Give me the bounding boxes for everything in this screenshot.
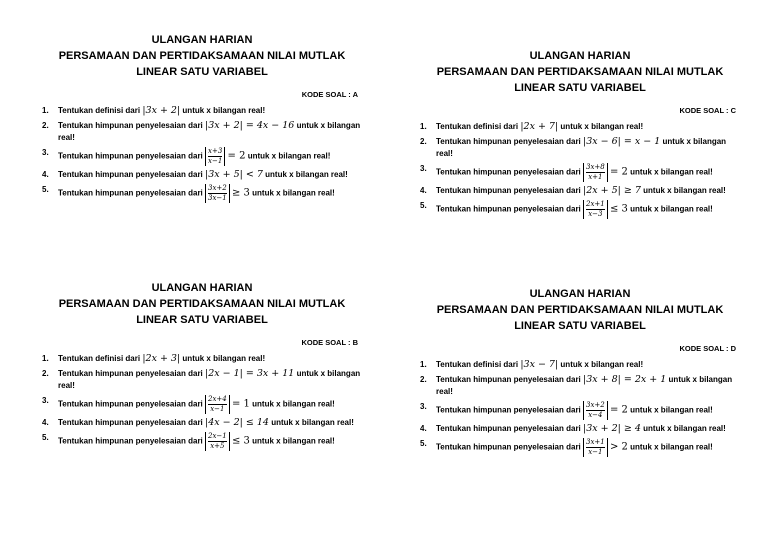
question-text: Tentukan definisi dari bbox=[58, 354, 141, 363]
fraction-numerator: 2x+1 bbox=[586, 200, 605, 208]
title-line-1: ULANGAN HARIAN bbox=[529, 288, 631, 300]
exam-sheet-b bbox=[42, 280, 362, 454]
math-expression: |2x + 7| bbox=[520, 121, 559, 132]
math-rhs: > 2 bbox=[609, 441, 628, 453]
math-expression: |3x + 5| < 7 bbox=[205, 169, 263, 180]
question-number: 1. bbox=[42, 354, 49, 363]
fraction-numerator: 3x+2 bbox=[586, 401, 605, 409]
abs-fraction bbox=[205, 147, 225, 166]
question-list bbox=[420, 121, 740, 219]
question-text: Tentukan definisi dari bbox=[436, 122, 519, 131]
math-rhs: = 2 bbox=[609, 166, 628, 178]
math-expression: |2x − 1| = 3x + 11 bbox=[205, 368, 295, 379]
question-suffix: untuk x bilangan real! bbox=[182, 354, 266, 363]
question-number: 4. bbox=[42, 170, 49, 179]
question-text: Tentukan himpunan penyelesaian dari bbox=[58, 151, 203, 161]
fraction-denominator: x−1 bbox=[208, 157, 223, 165]
question-text: Tentukan himpunan penyelesaian dari bbox=[436, 442, 581, 452]
question-item bbox=[42, 395, 362, 414]
question-item bbox=[42, 417, 362, 429]
exam-sheet-c bbox=[420, 48, 740, 222]
question-number: 3. bbox=[42, 396, 49, 405]
question-text: Tentukan himpunan penyelesaian dari bbox=[436, 424, 581, 433]
question-suffix: untuk x bilangan real! bbox=[252, 399, 335, 409]
abs-fraction bbox=[583, 438, 608, 457]
sheet-title bbox=[42, 32, 362, 80]
fraction-denominator: 3x−1 bbox=[208, 194, 227, 202]
fraction-denominator: x−3 bbox=[588, 210, 603, 218]
title-line-2: PERSAMAAN DAN PERTIDAKSAMAAN NILAI MUTLAK bbox=[436, 66, 724, 78]
title-line-1: ULANGAN HARIAN bbox=[151, 282, 253, 294]
fraction-numerator: 2x−1 bbox=[208, 432, 227, 440]
title-line-1: ULANGAN HARIAN bbox=[151, 34, 253, 46]
title-line-2: PERSAMAAN DAN PERTIDAKSAMAAN NILAI MUTLAK bbox=[58, 298, 346, 310]
question-item bbox=[42, 169, 362, 181]
abs-fraction bbox=[583, 200, 608, 219]
fraction-denominator: x+5 bbox=[210, 442, 225, 450]
question-text: Tentukan himpunan penyelesaian dari bbox=[436, 405, 581, 415]
question-list bbox=[42, 353, 362, 451]
abs-fraction bbox=[205, 395, 230, 414]
question-number: 3. bbox=[420, 164, 427, 173]
math-rhs: ≥ 3 bbox=[231, 187, 250, 199]
question-suffix: untuk x bilangan real! bbox=[252, 188, 335, 198]
question-item bbox=[420, 200, 740, 219]
title-line-3: LINEAR SATU VARIABEL bbox=[136, 66, 268, 78]
question-item bbox=[42, 353, 362, 365]
question-suffix: untuk x bilangan real! bbox=[630, 204, 713, 214]
abs-fraction bbox=[583, 401, 608, 420]
question-item bbox=[42, 147, 362, 166]
question-item bbox=[420, 185, 740, 197]
question-item bbox=[42, 184, 362, 203]
question-item bbox=[420, 136, 740, 160]
question-item bbox=[420, 423, 740, 435]
math-rhs: ≤ 3 bbox=[609, 203, 628, 215]
math-expression: |4x − 2| ≤ 14 bbox=[205, 417, 269, 428]
question-number: 2. bbox=[42, 121, 49, 130]
question-number: 2. bbox=[420, 137, 427, 146]
math-expression: |2x + 5| ≥ 7 bbox=[583, 185, 641, 196]
math-expression: |3x + 2| = 4x − 16 bbox=[205, 120, 295, 131]
question-item bbox=[420, 163, 740, 182]
question-suffix: untuk x bilangan real! bbox=[630, 405, 713, 415]
question-item bbox=[42, 105, 362, 117]
question-list bbox=[42, 105, 362, 203]
question-number: 3. bbox=[42, 148, 49, 157]
fraction-numerator: 3x+8 bbox=[586, 163, 605, 171]
question-number: 5. bbox=[42, 185, 49, 194]
question-text: Tentukan himpunan penyelesaian dari bbox=[436, 375, 581, 384]
question-text: Tentukan himpunan penyelesaian dari bbox=[58, 436, 203, 446]
math-expression: |3x + 8| = 2x + 1 bbox=[583, 374, 667, 385]
fraction-numerator: 3x+2 bbox=[208, 184, 227, 192]
question-text: Tentukan definisi dari bbox=[58, 106, 141, 115]
fraction-denominator: x+1 bbox=[588, 173, 603, 181]
title-line-1: ULANGAN HARIAN bbox=[529, 50, 631, 62]
question-text: Tentukan himpunan penyelesaian dari bbox=[436, 186, 581, 195]
question-suffix: untuk x bilangan real! bbox=[265, 170, 348, 179]
fraction-numerator: 2x+4 bbox=[208, 395, 227, 403]
question-suffix: untuk x bilangan real! bbox=[630, 167, 713, 177]
math-rhs: = 1 bbox=[231, 398, 250, 410]
question-suffix: untuk x bilangan real! bbox=[560, 122, 644, 131]
question-number: 5. bbox=[42, 433, 49, 442]
title-line-3: LINEAR SATU VARIABEL bbox=[514, 320, 646, 332]
title-line-3: LINEAR SATU VARIABEL bbox=[514, 82, 646, 94]
question-item bbox=[420, 401, 740, 420]
title-line-2: PERSAMAAN DAN PERTIDAKSAMAAN NILAI MUTLAK bbox=[58, 50, 346, 62]
abs-fraction bbox=[583, 163, 608, 182]
sheet-title bbox=[42, 280, 362, 328]
question-text: Tentukan himpunan penyelesaian dari bbox=[436, 167, 581, 177]
question-item bbox=[420, 121, 740, 133]
fraction-denominator: x−1 bbox=[588, 448, 603, 456]
question-text: Tentukan definisi dari bbox=[436, 360, 519, 369]
question-suffix: untuk x bilangan real! bbox=[271, 418, 354, 427]
question-text: Tentukan himpunan penyelesaian dari bbox=[58, 418, 203, 427]
question-text: Tentukan himpunan penyelesaian dari bbox=[436, 204, 581, 214]
question-item bbox=[420, 438, 740, 457]
kode-soal: KODE SOAL : B bbox=[301, 338, 358, 347]
question-suffix: untuk x bilangan real! bbox=[182, 106, 266, 115]
question-text: Tentukan himpunan penyelesaian dari bbox=[58, 170, 203, 179]
question-number: 5. bbox=[420, 201, 427, 210]
question-suffix: untuk x bilangan real! bbox=[436, 375, 733, 396]
question-number: 4. bbox=[420, 186, 427, 195]
question-suffix: untuk x bilangan real! bbox=[560, 360, 644, 369]
sheet-title bbox=[420, 286, 740, 334]
kode-soal: KODE SOAL : A bbox=[301, 90, 358, 99]
question-item bbox=[42, 432, 362, 451]
question-text: Tentukan himpunan penyelesaian dari bbox=[58, 399, 203, 409]
question-number: 2. bbox=[420, 375, 427, 384]
question-text: Tentukan himpunan penyelesaian dari bbox=[436, 137, 581, 146]
question-number: 3. bbox=[420, 402, 427, 411]
question-suffix: untuk x bilangan real! bbox=[643, 186, 726, 195]
question-text: Tentukan himpunan penyelesaian dari bbox=[58, 369, 203, 378]
math-expression: |3x − 6| = x − 1 bbox=[583, 136, 661, 147]
question-number: 4. bbox=[42, 418, 49, 427]
fraction-numerator: x+3 bbox=[208, 147, 223, 155]
question-number: 5. bbox=[420, 439, 427, 448]
question-suffix: untuk x bilangan real! bbox=[643, 424, 726, 433]
math-rhs: = 2 bbox=[609, 404, 628, 416]
abs-fraction bbox=[205, 432, 230, 451]
math-rhs: ≤ 3 bbox=[231, 435, 250, 447]
question-item bbox=[42, 120, 362, 144]
question-number: 1. bbox=[420, 122, 427, 131]
fraction-denominator: x−4 bbox=[588, 411, 603, 419]
question-item bbox=[42, 368, 362, 392]
question-number: 4. bbox=[420, 424, 427, 433]
question-number: 1. bbox=[420, 360, 427, 369]
question-suffix: untuk x bilangan real! bbox=[58, 121, 361, 142]
math-expression: |3x + 2| bbox=[142, 105, 181, 116]
question-text: Tentukan himpunan penyelesaian dari bbox=[58, 188, 203, 198]
fraction-numerator: 3x+1 bbox=[586, 438, 605, 446]
question-text: Tentukan himpunan penyelesaian dari bbox=[58, 121, 203, 130]
question-suffix: untuk x bilangan real! bbox=[436, 137, 727, 158]
question-item bbox=[420, 374, 740, 398]
question-item bbox=[420, 359, 740, 371]
abs-fraction bbox=[205, 184, 230, 203]
math-rhs: = 2 bbox=[227, 150, 246, 162]
exam-sheet-d bbox=[420, 286, 740, 460]
question-suffix: untuk x bilangan real! bbox=[252, 436, 335, 446]
title-line-3: LINEAR SATU VARIABEL bbox=[136, 314, 268, 326]
kode-soal: KODE SOAL : D bbox=[679, 344, 736, 353]
title-line-2: PERSAMAAN DAN PERTIDAKSAMAAN NILAI MUTLAK bbox=[436, 304, 724, 316]
math-expression: |3x − 7| bbox=[520, 359, 559, 370]
question-number: 2. bbox=[42, 369, 49, 378]
question-suffix: untuk x bilangan real! bbox=[630, 442, 713, 452]
math-expression: |3x + 2| ≥ 4 bbox=[583, 423, 641, 434]
fraction-denominator: x−1 bbox=[210, 405, 225, 413]
kode-soal: KODE SOAL : C bbox=[679, 106, 736, 115]
question-suffix: untuk x bilangan real! bbox=[58, 369, 361, 390]
exam-sheet-a bbox=[42, 32, 362, 206]
question-list bbox=[420, 359, 740, 457]
question-number: 1. bbox=[42, 106, 49, 115]
sheet-title bbox=[420, 48, 740, 96]
question-suffix: untuk x bilangan real! bbox=[247, 151, 331, 161]
math-expression: |2x + 3| bbox=[142, 353, 181, 364]
